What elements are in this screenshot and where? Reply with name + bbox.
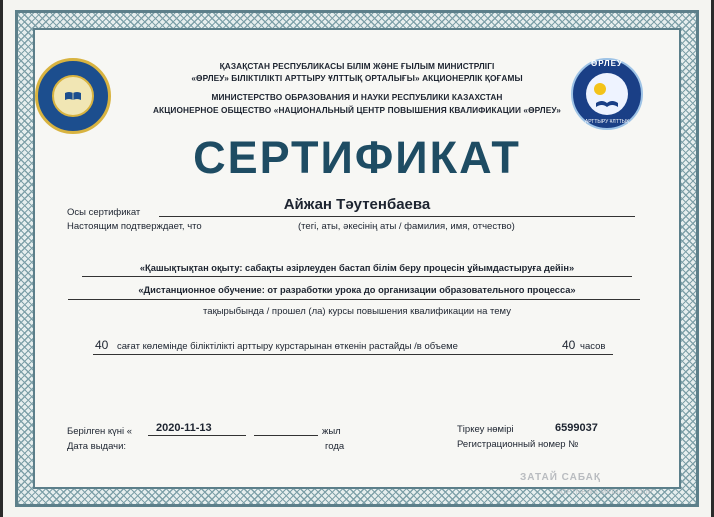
issue-date-line: [148, 435, 246, 436]
ministry-ru-line2: АКЦИОНЕРНОЕ ОБЩЕСТВО «НАЦИОНАЛЬНЫЙ ЦЕНТР ПОВЫШЕНИЯ КВАЛИФИКАЦИИ «ӨРЛЕУ»: [152, 105, 562, 115]
watermark-caption: SOFTNEWS MEDIA GROUP: [556, 489, 654, 496]
holder-label-ru: Настоящим подтверждает, что: [67, 221, 202, 232]
issue-label-ru: Дата выдачи:: [67, 441, 127, 452]
course-title-kz: «Қашықтықтан оқыту: сабақты әзірлеуден бастап білім беру процесін ұйымдастыруға дейін»: [139, 263, 575, 273]
holder-hint: (тегі, аты, әкесінің аты / фамилия, имя, отчество): [298, 221, 515, 232]
course-title-ru: «Дистанционное обучение: от разработки урока до организации образовательного процесса»: [138, 285, 576, 295]
holder-label-kz: Осы сертификат: [67, 207, 141, 218]
course-suffix: тақырыбында / прошел (ла) курсы повышения квалификации на тему: [203, 306, 511, 317]
hours-line: [93, 354, 613, 355]
registration-label-kz: Тіркеу нөмірі: [457, 424, 514, 435]
hours-text: сағат көлемінде біліктілікті арттыру курстарынан өткенін растайды /в объеме: [117, 341, 458, 352]
hours-value: 40: [95, 338, 109, 352]
course-line-1: [82, 276, 632, 277]
orleu-seal-icon: ӨРЛЕУ АРТТЫРУ ҰЛТТЫҚ: [571, 58, 643, 130]
ministry-ru-line1: МИНИСТЕРСТВО ОБРАЗОВАНИЯ И НАУКИ РЕСПУБЛИКИ КАЗАХСТАН: [211, 92, 503, 102]
issue-year-kz: жыл: [322, 426, 341, 437]
hours-value-ru: 40: [562, 338, 576, 352]
registration-label-ru: Регистрационный номер №: [457, 439, 579, 450]
holder-name: Айжан Тәутенбаева: [283, 196, 431, 213]
issue-year-ru: года: [325, 441, 345, 452]
issue-year-line: [254, 435, 318, 436]
course-line-2: [68, 299, 640, 300]
ministry-kz-line2: «ӨРЛЕУ» БІЛІКТІЛІКТІ АРТТЫРУ ҰЛТТЫҚ ОРТАЛЫҒЫ» АКЦИОНЕРЛІК ҚОҒАМЫ: [191, 73, 523, 83]
certificate-title: СЕРТИФИКАТ: [193, 132, 521, 183]
issue-date: 2020-11-13: [156, 422, 212, 434]
issue-label-kz: Берілген күні «: [67, 426, 133, 437]
registration-number: 6599037: [555, 422, 598, 434]
holder-name-line: [159, 216, 635, 217]
hours-unit: часов: [580, 341, 606, 352]
watermark-logo: ЗАТАЙ САБАҚ: [520, 472, 601, 483]
ministry-kz-line1: ҚАЗАҚСТАН РЕСПУБЛИКАСЫ БІЛІМ ЖӘНЕ ҒЫЛЫМ МИНИСТРЛІГІ: [219, 61, 495, 71]
